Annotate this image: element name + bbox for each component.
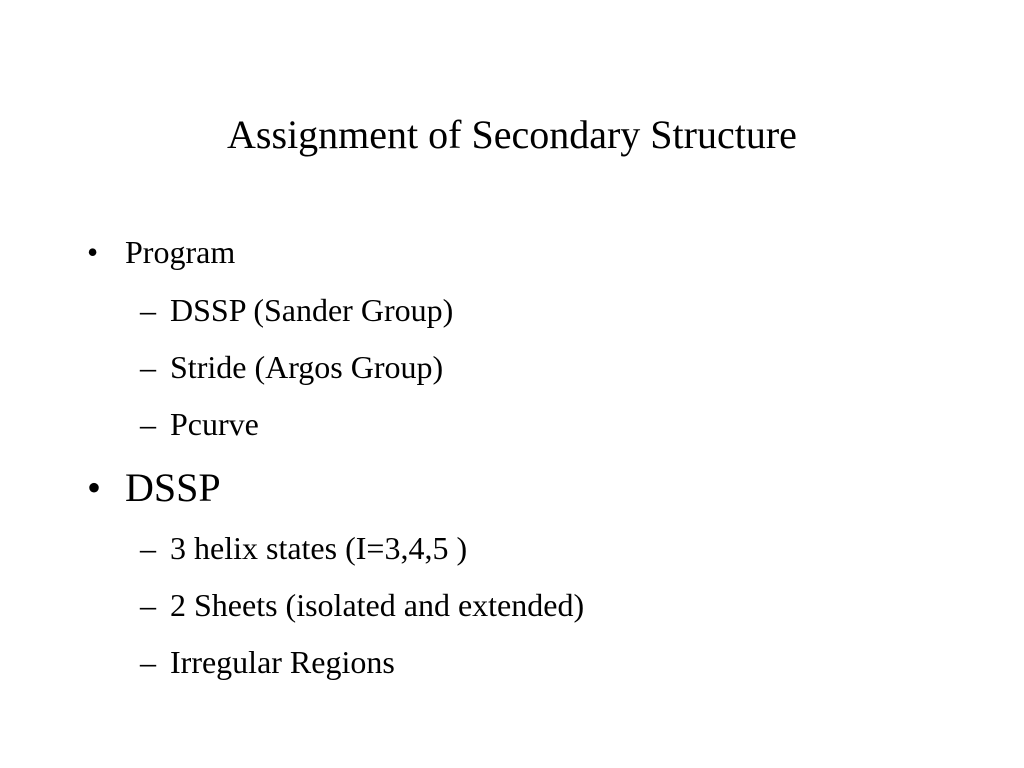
dash-icon: –: [140, 644, 156, 680]
sub-item-label: Stride (Argos Group): [170, 349, 444, 385]
dash-icon: –: [140, 530, 156, 566]
dash-icon: –: [140, 349, 156, 385]
bullet-label: Program: [125, 234, 236, 270]
dash-icon: –: [140, 406, 156, 442]
sub-item: [140, 290, 453, 330]
dash-icon: –: [140, 292, 156, 328]
sub-item-label: 2 Sheets (isolated and extended): [170, 587, 585, 623]
dash-icon: –: [140, 587, 156, 623]
bullet-label: DSSP: [125, 465, 221, 510]
sub-item: [140, 642, 395, 682]
sub-item-label: DSSP (Sander Group): [170, 292, 454, 328]
sub-item: [140, 404, 259, 444]
sub-item-label: 3 helix states (I=3,4,5 ): [170, 530, 468, 566]
slide-title: Assignment of Secondary Structure: [227, 112, 797, 157]
bullet-icon: •: [87, 234, 99, 270]
sub-item-label: Pcurve: [170, 406, 259, 442]
sub-item: [140, 347, 443, 387]
sub-item-label: Irregular Regions: [170, 644, 395, 680]
sub-item: [140, 585, 584, 625]
sub-item: [140, 528, 467, 568]
bullet-item-program: [87, 232, 235, 272]
bullet-icon: •: [87, 465, 102, 510]
bullet-item-dssp: [87, 464, 221, 512]
